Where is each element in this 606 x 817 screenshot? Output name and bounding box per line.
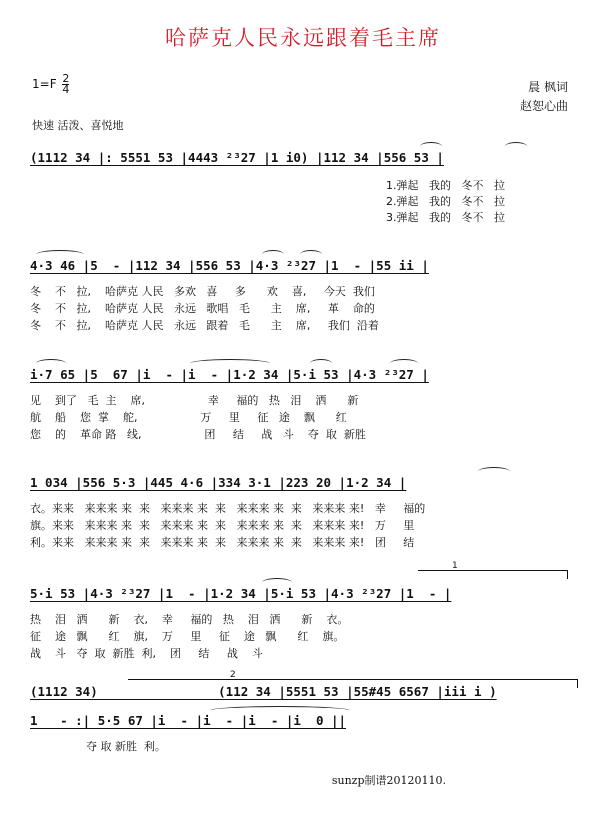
staff-line-6-upper: (1112 34) (112 34 |5551 53 |55#45 6567 |iii i ) [30, 684, 497, 699]
staff-line-6-lower: 1 - :| 5·5 67 |i - |i - |i - |i 0 || [30, 713, 347, 728]
composer-credit: 赵恕心曲 [519, 99, 568, 113]
second-ending-number: 2 [230, 670, 236, 680]
slur [310, 359, 332, 368]
tempo-marking: 快速 活泼、喜悦地 [32, 119, 124, 132]
lyric-line-4-1: 衣。来来 来来来 来 来 来来来 来 来 来来来 来 来 来来来 来! 幸 福的 [30, 502, 426, 515]
lyric-line-5-1: 热 泪 洒 新 衣, 幸 福的 热 泪 洒 新 衣。 [30, 613, 349, 626]
lyric-line-3-2: 航 船 您 掌 舵, 万 里 征 途 飘 红 [30, 411, 347, 424]
slur [390, 359, 418, 368]
slur [262, 250, 284, 259]
lyric-line-2-3: 冬 不 拉, 哈萨克 人民 永远 跟着 毛 主 席, 我们 沿着 [30, 319, 379, 332]
staff-line-1: (1112 34 |: 5551 53 |4443 ²³27 |1 i0) |112 34 |556 53 | [30, 150, 444, 165]
lyric-line-3-1: 见 到了 毛 主 席, 幸 福的 热 泪 洒 新 [30, 394, 359, 407]
tie [190, 359, 270, 368]
staff-line-2: 4·3 46 |5 - |112 34 |556 53 |4·3 ²³27 |1 - |55 ii | [30, 258, 429, 273]
second-ending-bracket [128, 679, 578, 680]
first-ending-bracket [418, 570, 568, 571]
slur [36, 250, 84, 259]
lyric-line-3-3: 您 的 革命 路 线, 团 结 战 斗 夺 取 新胜 [30, 428, 366, 441]
staff-line-5: 5·i 53 |4·3 ²³27 |1 - |1·2 34 |5·i 53 |4·3 ²³27 |1 - | [30, 586, 452, 601]
time-signature-numerator: 2 [62, 72, 70, 85]
lyric-line-2-1: 冬 不 拉, 哈萨克 人民 多欢 喜 多 欢 喜, 今天 我们 [30, 285, 375, 298]
staff-line-3: i·7 65 |5 67 |i - |i - |1·2 34 |5·i 53 |4·3 ²³27 | [30, 367, 429, 382]
slur [262, 578, 292, 587]
lyric-line-1-2: 2.弹起 我的 冬不 拉 [386, 195, 505, 208]
key-signature [32, 74, 69, 95]
slur [505, 142, 527, 151]
slur [300, 250, 322, 259]
lyric-line-4-2: 旗。来来 来来来 来 来 来来来 来 来 来来来 来 来 来来来 来! 万 里 [30, 519, 415, 532]
slur [420, 142, 442, 151]
lyric-line-4-3: 利。来来 来来来 来 来 来来来 来 来 来来来 来 来 来来来 来! 团 结 [30, 536, 415, 549]
lyric-line-5-3: 战 斗 夺 取 新胜 利, 团 结 战 斗 [30, 647, 263, 660]
tie [210, 706, 350, 715]
key-label: 1=F [32, 77, 57, 91]
lyricist-credit: 晨 枫词 [528, 80, 568, 94]
lyric-line-5-2: 征 途 飘 红 旗, 万 里 征 途 飘 红 旗。 [30, 630, 345, 643]
time-signature-denominator: 4 [62, 83, 70, 96]
lyric-line-2-2: 冬 不 拉, 哈萨克 人民 永远 歌唱 毛 主 席, 革 命的 [30, 302, 375, 315]
slur [478, 467, 510, 476]
staff-line-4: 1 034 |556 5·3 |445 4·6 |334 3·1 |223 20 |1·2 34 | [30, 475, 407, 490]
slur [36, 359, 66, 368]
first-ending-number: 1 [452, 561, 458, 571]
transcriber-credit: sunzp制谱20120110. [331, 774, 446, 787]
lyric-line-6-1: 夺 取 新胜 利。 [30, 740, 166, 753]
song-title: 哈萨克人民永远跟着毛主席 [165, 26, 441, 50]
lyric-line-1-3: 3.弹起 我的 冬不 拉 [386, 211, 505, 224]
time-signature [62, 74, 69, 95]
lyric-line-1-1: 1.弹起 我的 冬不 拉 [386, 179, 505, 192]
